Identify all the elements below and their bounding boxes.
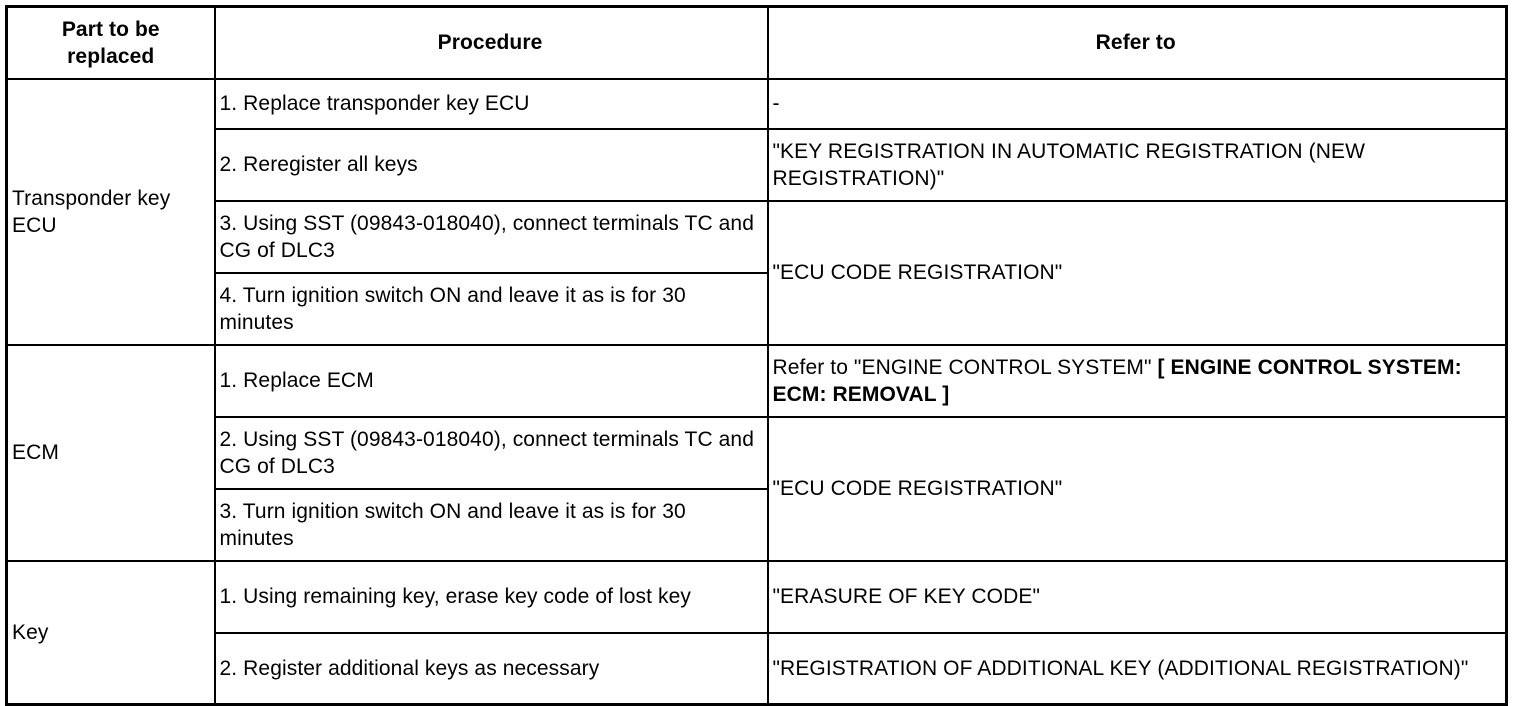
refer-cell (768, 345, 1507, 417)
refer-cell: "KEY REGISTRATION IN AUTOMATIC REGISTRATION (NEW REGISTRATION)" (768, 129, 1507, 201)
header-refer-to: Refer to (768, 7, 1507, 79)
refer-cell: "REGISTRATION OF ADDITIONAL KEY (ADDITIONAL REGISTRATION)" (768, 633, 1507, 705)
table-row (7, 633, 1507, 705)
procedure-cell: 1. Replace transponder key ECU (215, 79, 768, 129)
table-row (7, 79, 1507, 129)
table-row (7, 129, 1507, 201)
refer-cell: "ECU CODE REGISTRATION" (768, 201, 1507, 345)
table-row (7, 201, 1507, 273)
refer-link[interactable]: [ ENGINE CONTROL SYSTEM: ECM: REMOVAL ] (772, 355, 1462, 406)
header-row (7, 7, 1507, 79)
procedure-cell: 1. Using remaining key, erase key code of lost key (215, 561, 768, 633)
procedure-cell: 2. Using SST (09843-018040), connect terminals TC and CG of DLC3 (215, 417, 768, 489)
procedure-table (5, 5, 1508, 706)
header-procedure: Procedure (215, 7, 768, 79)
part-cell: ECM (7, 345, 215, 561)
refer-cell: - (768, 79, 1507, 129)
refer-prefix: Refer to "ENGINE CONTROL SYSTEM" (772, 355, 1152, 379)
table-row (7, 561, 1507, 633)
procedure-cell: 2. Register additional keys as necessary (215, 633, 768, 705)
refer-cell: "ERASURE OF KEY CODE" (768, 561, 1507, 633)
part-cell: Transponder key ECU (7, 79, 215, 345)
refer-cell: "ECU CODE REGISTRATION" (768, 417, 1507, 561)
header-part: Part to be replaced (7, 7, 215, 79)
part-cell: Key (7, 561, 215, 705)
procedure-cell: 4. Turn ignition switch ON and leave it as is for 30 minutes (215, 273, 768, 345)
table-row (7, 417, 1507, 489)
procedure-cell: 1. Replace ECM (215, 345, 768, 417)
table-row (7, 345, 1507, 417)
procedure-cell: 3. Using SST (09843-018040), connect terminals TC and CG of DLC3 (215, 201, 768, 273)
procedure-cell: 3. Turn ignition switch ON and leave it as is for 30 minutes (215, 489, 768, 561)
procedure-cell: 2. Reregister all keys (215, 129, 768, 201)
